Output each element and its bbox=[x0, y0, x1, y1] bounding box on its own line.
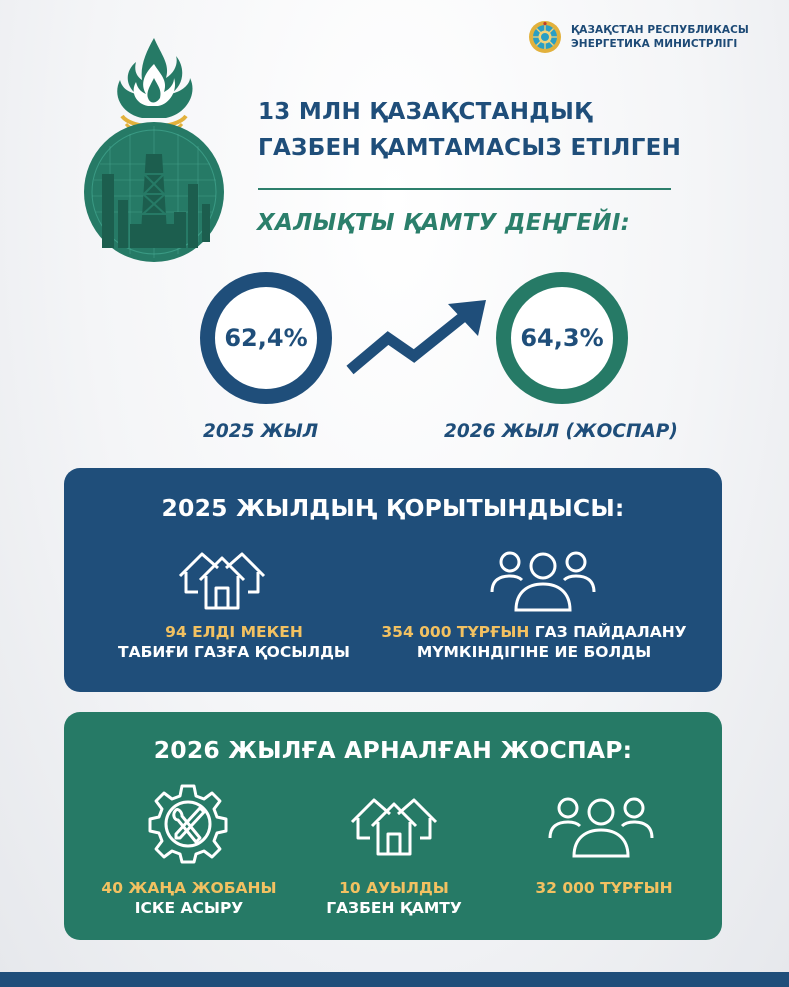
coverage-2025-label: 2025 ЖЫЛ bbox=[203, 421, 319, 442]
ministry-logo bbox=[528, 20, 749, 54]
coverage-2026-ring bbox=[496, 272, 628, 404]
plan-projects-highlight: 40 ЖАҢА ЖОБАНЫ bbox=[101, 879, 277, 897]
headline-line2: ГАЗБЕН ҚАМТАМАСЫЗ ЕТІЛГЕН bbox=[258, 135, 682, 161]
plan-villages-text: ГАЗБЕН ҚАМТУ bbox=[326, 899, 462, 917]
plan-projects bbox=[74, 878, 304, 918]
people-group-icon bbox=[542, 790, 660, 860]
ministry-name-line1: ҚАЗАҚСТАН РЕСПУБЛИКАСЫ bbox=[571, 24, 749, 36]
plan-residents-highlight: 32 000 ТҰРҒЫН bbox=[535, 879, 673, 897]
plan-villages bbox=[294, 878, 494, 918]
results-residents bbox=[354, 622, 714, 662]
coverage-2026-value: 64,3% bbox=[520, 324, 604, 352]
results-settlements-text: ТАБИҒИ ГАЗҒА ҚОСЫЛДЫ bbox=[118, 643, 350, 661]
kazakhstan-emblem-icon bbox=[528, 20, 562, 54]
headline bbox=[258, 94, 681, 166]
headline-divider bbox=[258, 188, 671, 190]
results-residents-highlight: 354 000 ТҰРҒЫН bbox=[381, 623, 530, 641]
trend-up-arrow-icon bbox=[344, 300, 494, 380]
plan-2026-title: 2026 ЖЫЛҒА АРНАЛҒАН ЖОСПАР: bbox=[153, 736, 633, 764]
results-settlements-highlight: 94 ЕЛДІ МЕКЕН bbox=[165, 623, 303, 641]
headline-line1: 13 МЛН ҚАЗАҚСТАНДЫҚ bbox=[258, 99, 593, 125]
coverage-2026-label: 2026 ЖЫЛ (ЖОСПАР) bbox=[444, 421, 678, 442]
plan-villages-highlight: 10 АУЫЛДЫ bbox=[339, 879, 449, 897]
bottom-bar bbox=[0, 972, 789, 987]
plan-residents bbox=[494, 878, 714, 898]
gear-tools-icon bbox=[146, 782, 230, 866]
coverage-title: ХАЛЫҚТЫ ҚАМТУ ДЕҢГЕЙІ: bbox=[257, 210, 631, 236]
results-settlements bbox=[84, 622, 384, 662]
results-2025-panel bbox=[64, 468, 722, 692]
results-residents-text-2: МҮМКІНДІГІНЕ ИЕ БОЛДЫ bbox=[416, 643, 652, 661]
gas-flame-industry-icon bbox=[70, 34, 238, 264]
coverage-2025-value: 62,4% bbox=[224, 324, 308, 352]
ministry-name bbox=[571, 23, 749, 51]
results-2025-title: 2025 ЖЫЛДЫҢ ҚОРЫТЫНДЫСЫ: bbox=[161, 494, 625, 522]
houses-icon bbox=[176, 546, 268, 612]
plan-2026-panel bbox=[64, 712, 722, 940]
ministry-name-line2: ЭНЕРГЕТИКА МИНИСТРЛІГІ bbox=[571, 38, 738, 50]
people-group-icon bbox=[484, 544, 602, 614]
plan-projects-text: ІСКЕ АСЫРУ bbox=[134, 899, 244, 917]
coverage-2025-ring bbox=[200, 272, 332, 404]
results-residents-text-1: ГАЗ ПАЙДАЛАНУ bbox=[534, 623, 687, 641]
houses-icon bbox=[348, 792, 440, 858]
